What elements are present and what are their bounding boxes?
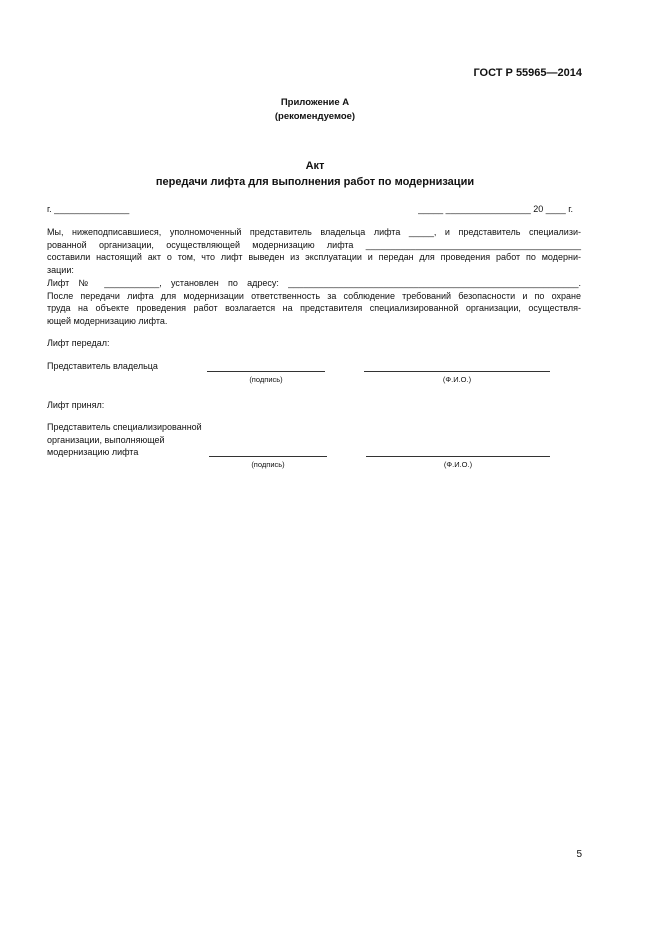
handover-label: Лифт передал:: [47, 338, 110, 348]
owner-name-line: [364, 371, 550, 372]
document-title: Акт: [305, 160, 325, 172]
contractor-name-line: [366, 456, 550, 457]
contractor-rep-label-3: модернизацию лифта: [47, 447, 139, 458]
body-line: зации:: [47, 265, 74, 276]
acceptance-label: Лифт принял:: [47, 400, 105, 410]
contractor-signature-line: [209, 456, 327, 457]
owner-signature-line: [207, 371, 325, 372]
page-number: 5: [576, 849, 582, 860]
owner-rep-label: Представитель владельца: [47, 361, 158, 371]
appendix-note: (рекомендуемое): [274, 111, 356, 122]
contractor-signature-caption: (подпись): [251, 460, 285, 469]
body-line: После передачи лифта для модернизации ответственность за соблюдение требований безопасности и по охране: [47, 290, 581, 301]
body-line: рованной организации, осуществляющей модернизацию лифта ___________________________________________: [47, 239, 581, 250]
date-field: _____ _________________ 20 ____ г.: [418, 204, 573, 214]
body-line: Мы, нижеподписавшиеся, уполномоченный представитель владельца лифта _____, и представитель специализи-: [47, 227, 581, 237]
appendix-title: Приложение А: [280, 97, 350, 108]
owner-name-caption: (Ф.И.О.): [442, 375, 472, 384]
body-line: Лифт № ___________, установлен по адресу: __________________________________________________________.: [47, 277, 581, 288]
paragraph-lift-address: [47, 277, 581, 290]
owner-signature-caption: (подпись): [249, 375, 283, 384]
paragraph-responsibility: [47, 290, 581, 328]
paragraph-parties: [47, 226, 581, 277]
contractor-rep-label-1: Представитель специализированной: [47, 422, 202, 432]
document-subtitle: передачи лифта для выполнения работ по модернизации: [155, 176, 475, 188]
body-line: труда на объекте проведения работ возлагается на представителя специализированной организации, осуществля-: [47, 303, 581, 314]
city-field: г. _______________: [47, 204, 130, 214]
contractor-name-caption: (Ф.И.О.): [443, 460, 473, 469]
contractor-rep-label-2: организации, выполняющей: [47, 434, 165, 445]
act-body: [47, 226, 581, 328]
standard-id: ГОСТ Р 55965—2014: [473, 67, 582, 79]
body-line: ющей модернизацию лифта.: [47, 315, 168, 326]
body-line: составили настоящий акт о том, что лифт выведен из эксплуатации и передан для проведения работ по модерни-: [47, 252, 581, 263]
